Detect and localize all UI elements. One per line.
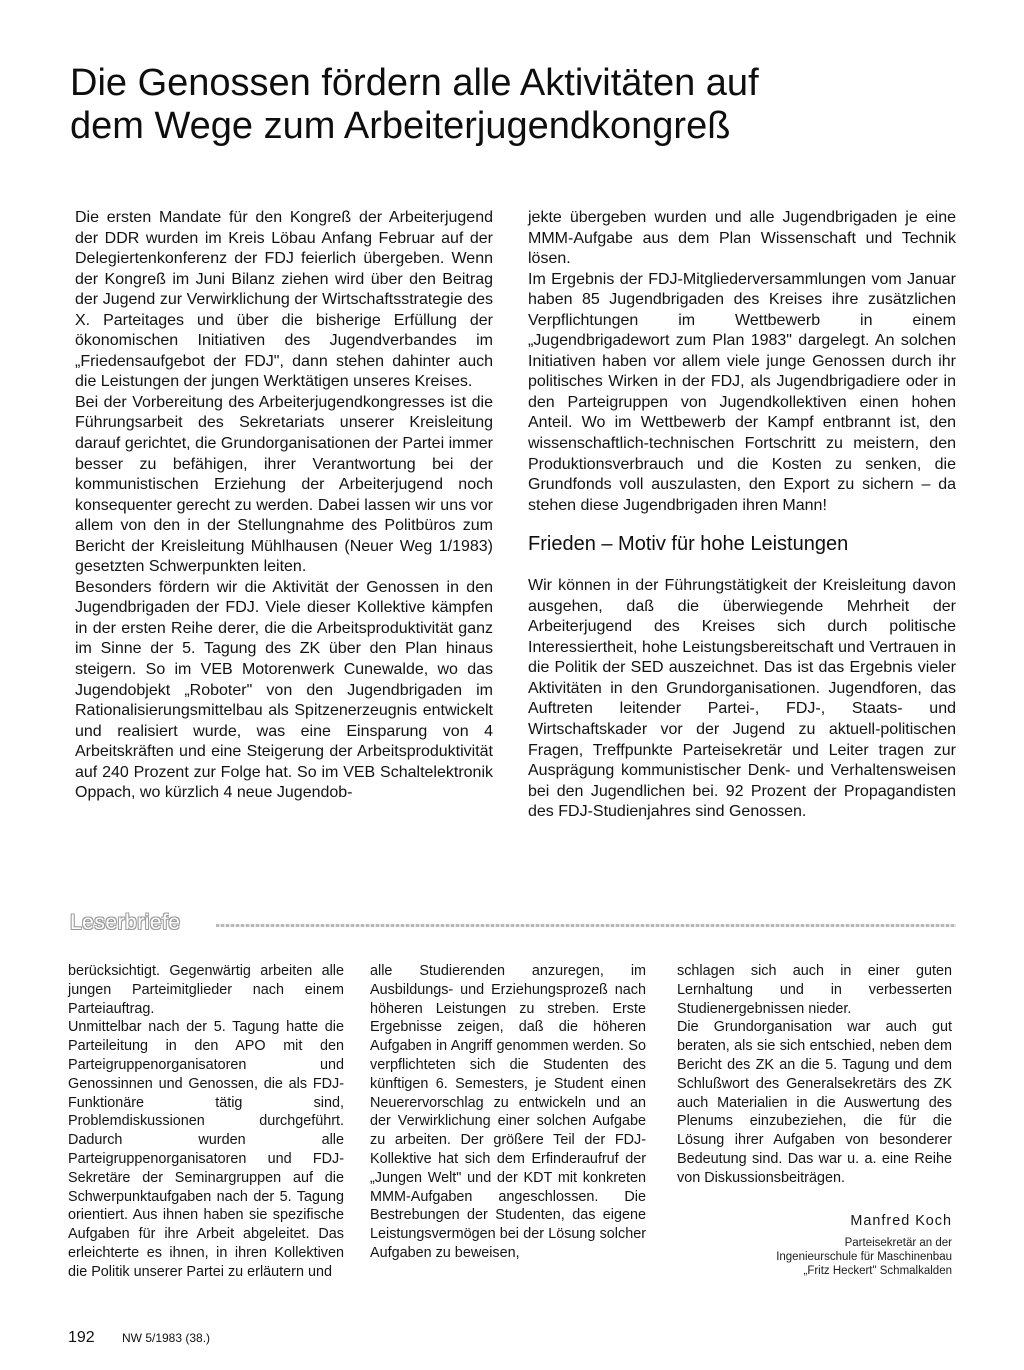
letters-section-label: Leserbriefe xyxy=(70,911,181,934)
affiliation-line: Ingenieurschule für Maschinenbau xyxy=(776,1251,952,1263)
letter-paragraph: Die Grundorganisation war auch gut beraten, als sie sich entschied, neben dem Bericht des ZK an die 5. Tagung und dem Schlußwort des Generalsekretärs des ZK auch Materialien in die Auswertung des Plenums einzubeziehen, die für die Lösung ihrer Aufgaben von besonderer Bedeutung sind. Das war u. a. eine Reihe von Diskussionsbeiträgen. xyxy=(677,1019,952,1186)
affiliation-line: „Fritz Heckert" Schmalkalden xyxy=(803,1265,952,1277)
letter-paragraph: schlagen sich auch in einer guten Lernhaltung und in verbesserten Studienergebnissen nieder. xyxy=(677,963,952,1017)
letter-paragraph: alle Studierenden anzuregen, im Ausbildungs- und Erziehungsprozeß nach höheren Leistungen zu streben. Erste Ergebnisse zeigen, daß die höheren Aufgaben in Angriff genommen werden. So verpflichteten sich die Studenten des künftigen 6. Semesters, je Student einen Neuerervorschlag zu entwickeln und an der Verwirklichung einer solchen Aufgabe zu arbeiten. Der größere Teil der FDJ-Kollektive hat sich dem Erfinderaufruf der „Jungen Welt" und der KDT mit konkreten MMM-Aufgaben angeschlossen. Die Bestrebungen der Studenten, das eigene Leistungsvermögen bei der Lösung solcher Aufgaben zu beweisen, xyxy=(370,963,646,1261)
article-left-column xyxy=(75,208,493,804)
section-divider xyxy=(216,924,956,927)
article-paragraph: Wir können in der Führungstätigkeit der Kreisleitung davon ausgehen, daß die überwiegende Mehrheit der Arbeiterjugend des Kreises sich durch politische Interessiertheit, hohe Leistungsbereitschaft und Vertrauen in die Politik der SED auszeichnet. Das ist das Ergebnis vieler Aktivitäten in den Grundorganisationen. Jugendforen, das Auftreten leitender Partei-, FDJ-, Staats- und Wirtschaftskader vor der Jugend zu aktuell-politischen Fragen, Treffpunkte Parteisekretär und Leiter tragen zur Ausprägung kommunistischer Denk- und Verhaltensweisen bei den Jugendlichen bei. 92 Prozent der Propagandisten des FDJ-Studienjahres sind Genossen. xyxy=(528,577,956,821)
article-paragraph: jekte übergeben wurden und alle Jugendbrigaden je eine MMM-Aufgabe aus dem Plan Wissenschaft und Technik lösen. xyxy=(528,209,956,268)
letter-paragraph: Unmittelbar nach der 5. Tagung hatte die Parteileitung in den APO mit den Parteigruppenorganisatoren und Genossinnen und Genossen, die als FDJ-Funktionäre tätig sind, Problemdiskussionen durchgeführt. Dadurch wurden alle Parteigruppenorganisatoren und FDJ-Sekretäre der Seminargruppen auf die Schwerpunktaufgaben nach der 5. Tagung orientiert. Aus ihnen haben sie spezifische Aufgaben für ihre Arbeit abgeleitet. Das erleichterte es ihnen, in ihren Kollektiven die Politik unserer Partei zu erläutern und xyxy=(68,1019,344,1280)
article-subheading: Frieden – Motiv für hohe Leistungen xyxy=(528,533,849,556)
article-paragraph: Bei der Vorbereitung des Arbeiterjugendkongresses ist die Führungsarbeit des Sekretariats unserer Kreisleitung darauf gerichtet, die Grundorganisationen der Partei immer besser zu befähigen, ihrer Verantwortung bei der kommunistischen Erziehung der Arbeiterjugend noch konsequenter gerecht zu werden. Dabei lassen wir uns vor allem von den in der Stellungnahme des Politbüros zum Bericht der Kreisleitung Mühlhausen (Neuer Weg 1/1983) gesetzten Schwerpunkten leiten. xyxy=(75,393,493,576)
letter-paragraph: berücksichtigt. Gegenwärtig arbeiten alle jungen Parteimitglieder nach einem Parteiauftrag. xyxy=(68,963,344,1017)
letter-column-2 xyxy=(370,962,646,1263)
letter-author-affiliation xyxy=(677,1236,952,1278)
issue-reference: NW 5/1983 (38.) xyxy=(122,1331,211,1345)
article-headline xyxy=(70,62,970,148)
letters-section-header xyxy=(70,912,956,934)
article-right-column xyxy=(528,208,956,823)
affiliation-line: Parteisekretär an der xyxy=(844,1237,952,1249)
headline-line-2: dem Wege zum Arbeiterjugendkongreß xyxy=(70,105,731,147)
article-paragraph: Die ersten Mandate für den Kongreß der Arbeiterjugend der DDR wurden im Kreis Löbau Anfang Februar auf der Delegiertenkonferenz der FDJ feierlich übergeben. Wenn der Kongreß im Juni Bilanz ziehen wird über den Beitrag der Jugend zur Verwirklichung der Wirtschaftsstrategie des X. Parteitages und über die bisherige Erfüllung der ökonomischen Initiativen des Jugendverbandes im „Friedensaufgebot der FDJ", dann stehen dahinter auch die Leistungen der jungen Werktätigen unseres Kreises. xyxy=(75,209,493,391)
article-paragraph: Im Ergebnis der FDJ-Mitgliederversammlungen vom Januar haben 85 Jugendbrigaden des Kreises ihre zusätzlichen Verpflichtungen im Wettbewerb in einem „Jugendbrigadewort zum Plan 1983" dargelegt. An solchen Initiativen haben vor allem viele junge Genossen durch ihr politisches Wirken in der FDJ, als Jugendbrigadiere oder in den Parteigruppen von Jugendkollektiven einen hohen Anteil. Wo im Wettbewerb der Kampf entbrannt ist, den wissenschaftlich-technischen Fortschritt zu meistern, den Produktionsverbrauch und die Kosten zu senken, die Grundfonds voll auszulasten, den Export zu sichern – da stehen diese Jugendbrigaden ihren Mann! xyxy=(528,270,956,514)
headline-line-1: Die Genossen fördern alle Aktivitäten auf xyxy=(70,62,759,104)
article-paragraph: Besonders fördern wir die Aktivität der Genossen in den Jugendbrigaden der FDJ. Viele dieser Kollektive kämpfen in der ersten Reihe derer, die die Arbeitsproduktivität ganz im Sinne der 5. Tagung des ZK über den Plan hinaus steigern. So im VEB Motorenwerk Cunewalde, wo das Jugendobjekt „Roboter" von den Jugendbrigaden im Rationalisierungsmittelbau als Spitzenerzeugnis entwickelt und realisiert wurde, was eine Einsparung von 4 Arbeitskräften und eine Steigerung der Arbeitsproduktivität auf 240 Prozent zur Folge hat. So im VEB Schaltelektronik Oppach, wo kürzlich 4 neue Jugendob- xyxy=(75,578,493,802)
letter-signature: Manfred Koch xyxy=(850,1213,952,1229)
letter-column-3 xyxy=(677,962,952,1188)
page-number: 192 xyxy=(68,1329,95,1346)
letter-column-1 xyxy=(68,962,344,1282)
